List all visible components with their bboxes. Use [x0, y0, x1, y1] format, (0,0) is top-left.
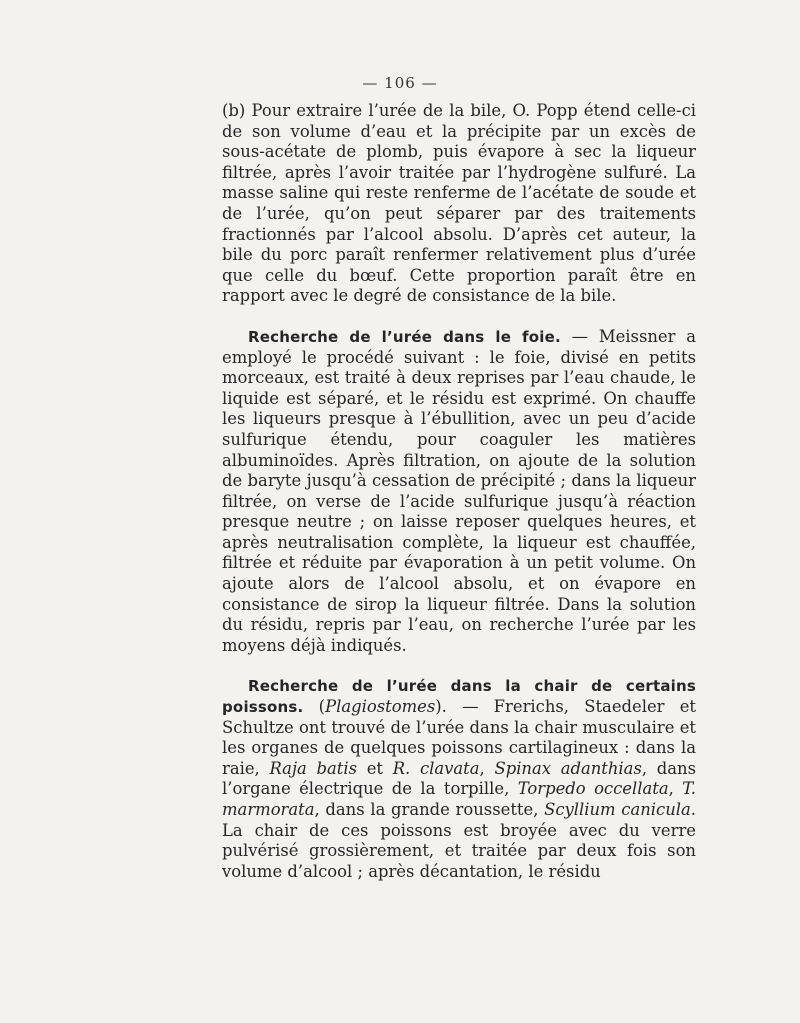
section-heading-foie: Recherche de l’urée dans le foie.: [248, 327, 561, 346]
text-run: (: [303, 697, 326, 717]
paragraph-poissons: [222, 676, 696, 882]
species-name: R. clavata: [392, 758, 480, 778]
text-run: , dans la grande roussette,: [314, 800, 545, 819]
page-number: — 106 —: [362, 74, 438, 92]
text-run: et: [357, 758, 393, 778]
text-run: ,: [668, 779, 683, 799]
species-name: Torpedo occellata: [517, 779, 669, 799]
text-run: — Meissner a employé le procédé suivant : le foie, divisé en petits morceaux, est traité à deux reprises par l’eau chaude, le liquide est séparé, et le résidu est exprimé. On chauffe les liqueurs presque à l’ébullition, avec un peu d’acide sulfurique étendu, pour coaguler les matières albuminoïdes. Après filtration, on ajoute de la solution de baryte jusqu’à cessation de précipité ; dans la liqueur filtrée, on verse de l’acide sulfurique jusqu’à réaction presque neutre ; on laisse reposer quelques heures, et après neutralisation complète, la liqueur est chauffée, filtrée et réduite par évaporation à un petit volume. On ajoute alors de l’alcool absolu, et on évapore en consistance de sirop la liqueur filtrée. Dans la solution du résidu, repris par l’eau, on recherche l’urée par les moyens déjà indiqués.: [222, 326, 697, 655]
text-run: ,: [479, 758, 495, 778]
species-name: T. marmorata: [222, 779, 697, 819]
text-run: (b) Pour extraire l’urée de la bile, O. Popp étend celle-ci de son volume d’eau et la précipite par un excès de sous-acétate de plomb, puis évapore à sec la liqueur filtrée, après l’avoir traitée par l’hydrogène sulfuré. La masse saline qui reste renferme de l’acétate de soude et de l’urée, qu’on peut séparer par des traitements fractionnés par l’alcool absolu. D’après cet auteur, la bile du porc paraît renfermer relativement plus d’urée que celle du bœuf. Cette proportion paraît être en rapport avec le degré de consistance de la bile.: [222, 101, 696, 306]
text-column: [222, 101, 696, 882]
text-run: , dans l’organe électrique de la torpille,: [222, 758, 697, 799]
species-name: Spinax adanthias: [494, 758, 642, 778]
paragraph-bile: [222, 101, 696, 307]
paragraph-foie: [222, 327, 696, 657]
species-name: Scyllium canicula: [544, 800, 691, 819]
text-run: ). — Frerichs, Staedeler et Schultze ont trouvé de l’urée dans la chair musculaire et les organes de quelques poissons cartilagineux : dans la raie,: [222, 697, 696, 778]
species-name: Raja batis: [269, 758, 358, 778]
text-run: . La chair de ces poissons est broyée avec du verre pulvérisé grossièrement, et traitée par deux fois son volume d’alcool ; après décantation, le résidu: [222, 800, 696, 881]
section-heading-poissons: Recherche de l’urée dans la chair de certains poissons.: [222, 677, 696, 717]
species-name: Plagiostomes: [325, 697, 436, 717]
